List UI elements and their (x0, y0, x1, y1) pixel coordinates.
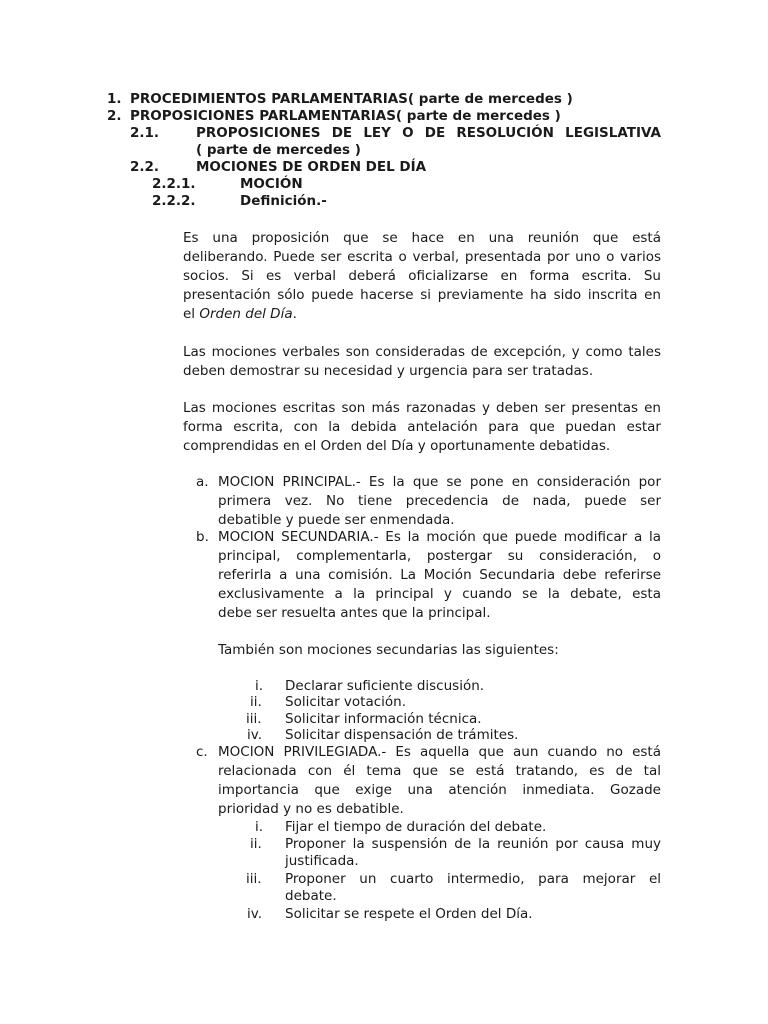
paragraph-line: deben demostrar su necesidad y urgencia para ser tratadas. (183, 363, 594, 379)
list-marker-c: c. (196, 744, 208, 760)
paragraph-line: Es una proposición que se hace en una reunión que está (183, 230, 661, 246)
sublist-c-item-ii-cont: justificada. (285, 853, 359, 869)
italic-text-run: Orden del Día (199, 306, 293, 322)
sublist-c-item-ii: Proponer la suspensión de la reunión por causa muy (285, 836, 661, 852)
sublist-b-item-iv: Solicitar dispensación de trámites. (285, 727, 519, 743)
outline-heading-2-1: PROPOSICIONES DE LEY O DE RESOLUCIÓN LEGISLATIVA (196, 125, 661, 141)
sublist-b-item-iii: Solicitar información técnica. (285, 711, 482, 727)
sublist-c-marker-iii: iii. (246, 871, 262, 887)
list-item-line: debe ser resuelta antes que la principal. (218, 605, 491, 621)
list-item-line: exclusivamente a la principal y cuando se la debate, esta (218, 586, 661, 602)
sublist-c-item-i: Fijar el tiempo de duración del debate. (285, 819, 547, 835)
outline-heading-2-2: MOCIONES DE ORDEN DEL DÍA (196, 159, 427, 175)
sublist-b-item-i: Declarar suficiente discusión. (285, 678, 485, 694)
definition-paragraph (183, 229, 661, 324)
list-marker-b: b. (196, 529, 209, 545)
sublist-c-item-iii-cont: debate. (285, 888, 337, 904)
outline-number-2: 2. (107, 108, 122, 124)
written-motions-paragraph (183, 399, 661, 456)
text-run: . (292, 306, 297, 322)
outline-heading-2-1-cont: ( parte de mercedes ) (196, 142, 361, 158)
paragraph-line: socios. Si es verbal deberá oficializarse en forma escrita. Su (183, 268, 661, 284)
sublist-b-marker-iii: iii. (246, 711, 262, 727)
list-item-line: referirla a una comisión. La Moción Secundaria debe referirse (218, 567, 661, 583)
sublist-b-marker-iv: iv. (247, 727, 262, 743)
outline-heading-1: PROCEDIMIENTOS PARLAMENTARIAS( parte de mercedes ) (130, 91, 573, 107)
list-item-line: debatible y puede ser enmendada. (218, 512, 455, 528)
outline-heading-2-2-1: MOCIÓN (240, 176, 303, 192)
sublist-c-marker-i: i. (255, 819, 264, 835)
outline-number-2-2-1: 2.2.1. (152, 176, 196, 192)
list-item-line: prioridad y no es debatible. (218, 801, 404, 817)
sublist-b-item-ii: Solicitar votación. (285, 694, 407, 710)
outline-number-1: 1. (107, 91, 122, 107)
sublist-b-marker-i: i. (255, 678, 264, 694)
sublist-b-marker-ii: ii. (250, 694, 262, 710)
paragraph-line: deliberando. Puede ser escrita o verbal, presentada por uno o varios (183, 249, 661, 265)
list-item-line: MOCION PRIVILEGIADA.- Es aquella que aun cuando no está (218, 744, 661, 760)
outline-heading-2-2-2: Definición.- (240, 193, 327, 209)
text-run: el (183, 306, 200, 322)
secondary-motions-intro: También son mociones secundarias las siguientes: (218, 642, 559, 658)
list-marker-a: a. (196, 474, 209, 490)
list-item-line: MOCION SECUNDARIA.- Es la moción que puede modificar a la (218, 529, 661, 545)
paragraph-line: Las mociones escritas son más razonadas y deben ser presentas en (183, 400, 661, 416)
paragraph-line: forma escrita, con la debida antelación para que puedan estar (183, 419, 661, 435)
sublist-c-marker-iv: iv. (247, 906, 262, 922)
outline-number-2-2: 2.2. (130, 159, 160, 175)
sublist-c-item-iii: Proponer un cuarto intermedio, para mejorar el (285, 871, 661, 887)
list-item-line: importancia que exige una atención inmediata. Gozade (218, 782, 661, 798)
outline-number-2-2-2: 2.2.2. (152, 193, 196, 209)
sublist-c-item-iv: Solicitar se respete el Orden del Día. (285, 906, 533, 922)
sublist-c-marker-ii: ii. (250, 836, 262, 852)
list-item-line: principal, complementarla, postergar su consideración, o (218, 548, 661, 564)
list-item-line: primera vez. No tiene precedencia de nada, puede ser (218, 493, 661, 509)
list-item-a (218, 473, 661, 530)
paragraph-line: comprendidas en el Orden del Día y oportunamente debatidas. (183, 438, 611, 454)
paragraph-line: Las mociones verbales son consideradas de excepción, y como tales (183, 344, 661, 360)
outline-number-2-1: 2.1. (130, 125, 160, 141)
paragraph-line (183, 305, 661, 324)
list-item-line: MOCION PRINCIPAL.- Es la que se pone en consideración por (218, 474, 661, 490)
list-item-line: relacionada con él tema que se está tratando, es de tal (218, 763, 661, 779)
verbal-motions-paragraph (183, 343, 661, 381)
list-item-c (218, 743, 661, 817)
outline-heading-2: PROPOSICIONES PARLAMENTARIAS( parte de mercedes ) (130, 108, 561, 124)
paragraph-line: presentación sólo puede hacerse si previamente ha sido inscrita en (183, 287, 661, 303)
list-item-b (218, 528, 661, 623)
